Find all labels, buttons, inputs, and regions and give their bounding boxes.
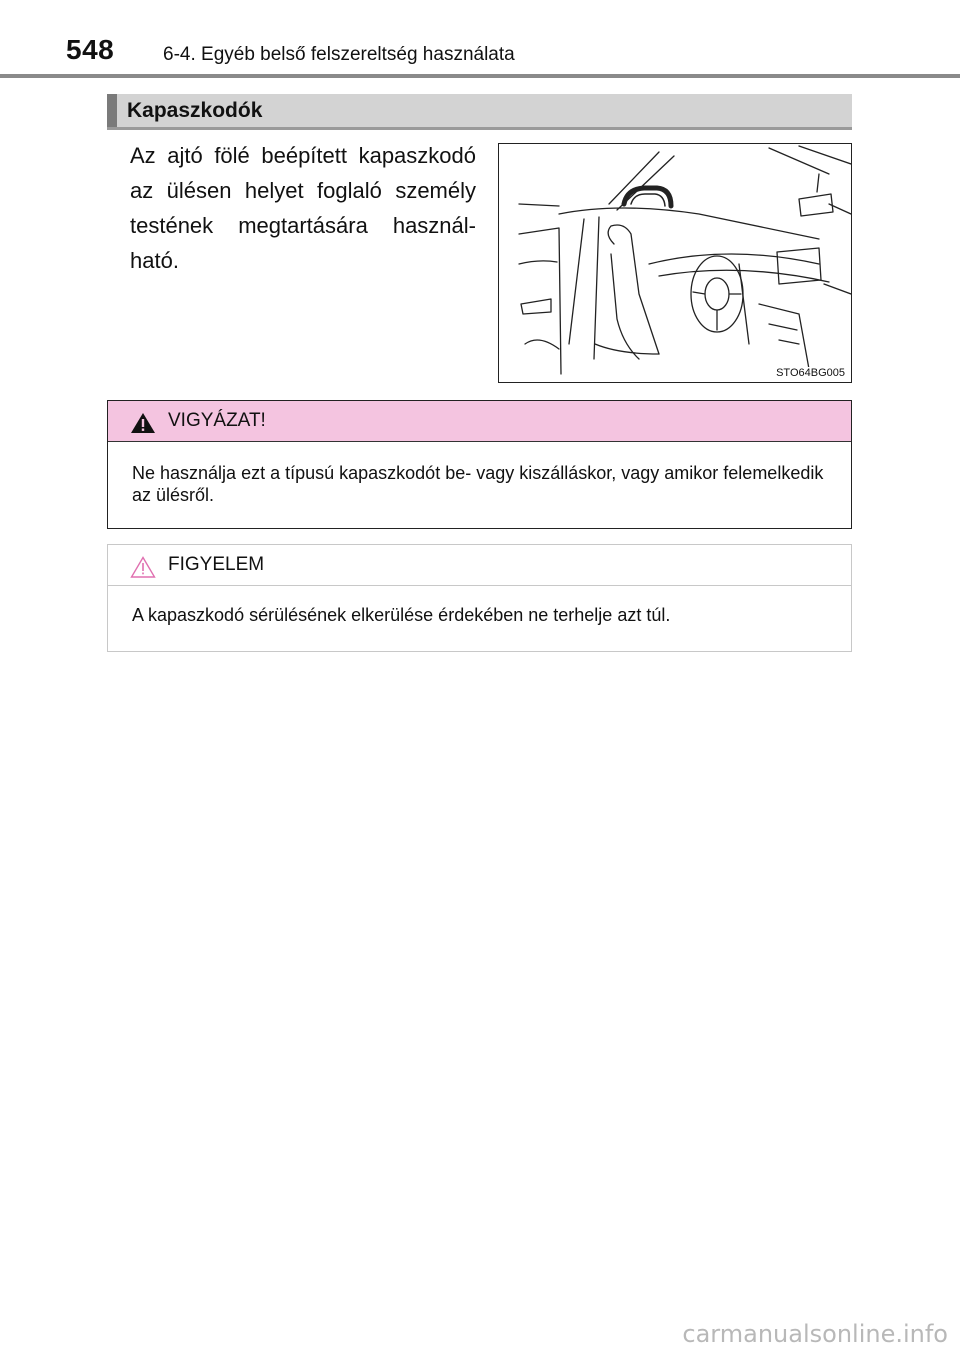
section-heading-bar — [107, 94, 852, 130]
notice-text: A kapaszkodó sérülésének elkerülése érdekében ne terhelje azt túl. — [132, 605, 671, 625]
notice-triangle-icon — [130, 556, 156, 578]
section-heading-accent — [107, 94, 117, 127]
caution-text: Ne használja ezt a típusú kapaszkodót be- vagy kiszálláskor, vagy amikor felemelkedik az ülésről. — [132, 463, 824, 505]
notice-box — [107, 544, 852, 652]
notice-label: FIGYELEM — [168, 554, 265, 575]
notice-header — [108, 545, 851, 586]
page-number: 548 — [66, 34, 115, 65]
running-header: 6-4. Egyéb belső felszereltség használata — [163, 44, 515, 65]
caution-box — [107, 400, 852, 529]
caution-label: VIGYÁZAT! — [168, 410, 266, 431]
car-interior-drawing — [499, 144, 852, 383]
header-rule — [0, 74, 960, 78]
warning-triangle-icon — [130, 412, 156, 434]
watermark: carmanualsonline.info — [682, 1320, 948, 1348]
section-title: Kapaszkodók — [127, 99, 263, 122]
section-body-text: Az ajtó fölé beépített kapaszkodó az ülésen helyet foglaló személy testének megtartására használható. — [130, 143, 476, 273]
assist-grip-illustration — [498, 143, 852, 383]
figure-code: STO64BG005 — [776, 367, 845, 379]
caution-header — [108, 401, 851, 442]
